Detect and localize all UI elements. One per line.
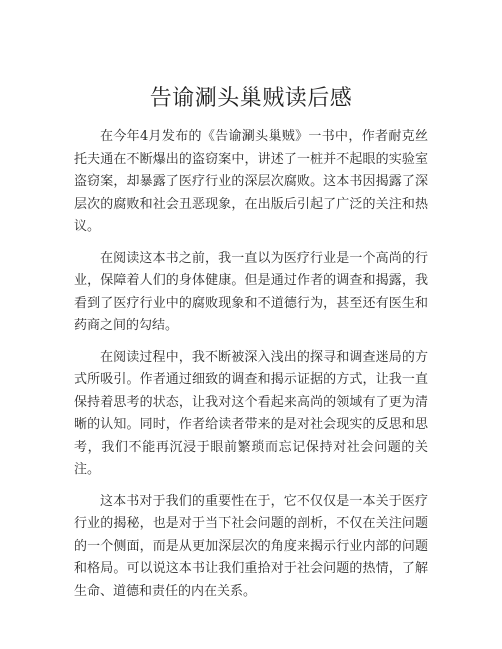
paragraph-1: 在今年4月发布的《告谕涮头巢贼》一书中，作者耐克丝托夫通在不断爆出的盗窃案中，讲述了一桩并不起眼的实验室盗窃案，却暴露了医疗行业的深层次腐败。这本书因揭露了深层次的腐败和社会丑恶现象，在出版后引起了广泛的关注和热议。 [74, 129, 428, 234]
paragraph-4: 这本书对于我们的重要性在于，它不仅仅是一本关于医疗行业的揭秘，也是对于当下社会问题的剖析，不仅在关注问题的一个侧面，而是从更加深层次的角度来揭示行业内部的问题和格局。可以说这本书让我们重拾对于社会问题的热情，了解生命、道德和责任的内在关系。 [74, 493, 428, 599]
document-body [74, 126, 428, 603]
document-title: 告谕涮头巢贼读后感 [149, 86, 353, 111]
paragraph-3: 在阅读过程中，我不断被深入浅出的探寻和调查迷局的方式所吸引。作者通过细致的调查和揭示证据的方式，让我一直保持着思考的状态，让我对这个看起来高尚的领域有了更为清晰的认知。同时，作者给读者带来的是对社会现实的反思和思考，我们不能再沉浸于眼前繁琐而忘记保持对社会问题的关注。 [74, 349, 428, 477]
paragraph-2: 在阅读这本书之前，我一直以为医疗行业是一个高尚的行业，保障着人们的身体健康。但是通过作者的调查和揭露，我看到了医疗行业中的腐败现象和不道德行为，甚至还有医生和药商之间的勾结。 [74, 250, 428, 333]
